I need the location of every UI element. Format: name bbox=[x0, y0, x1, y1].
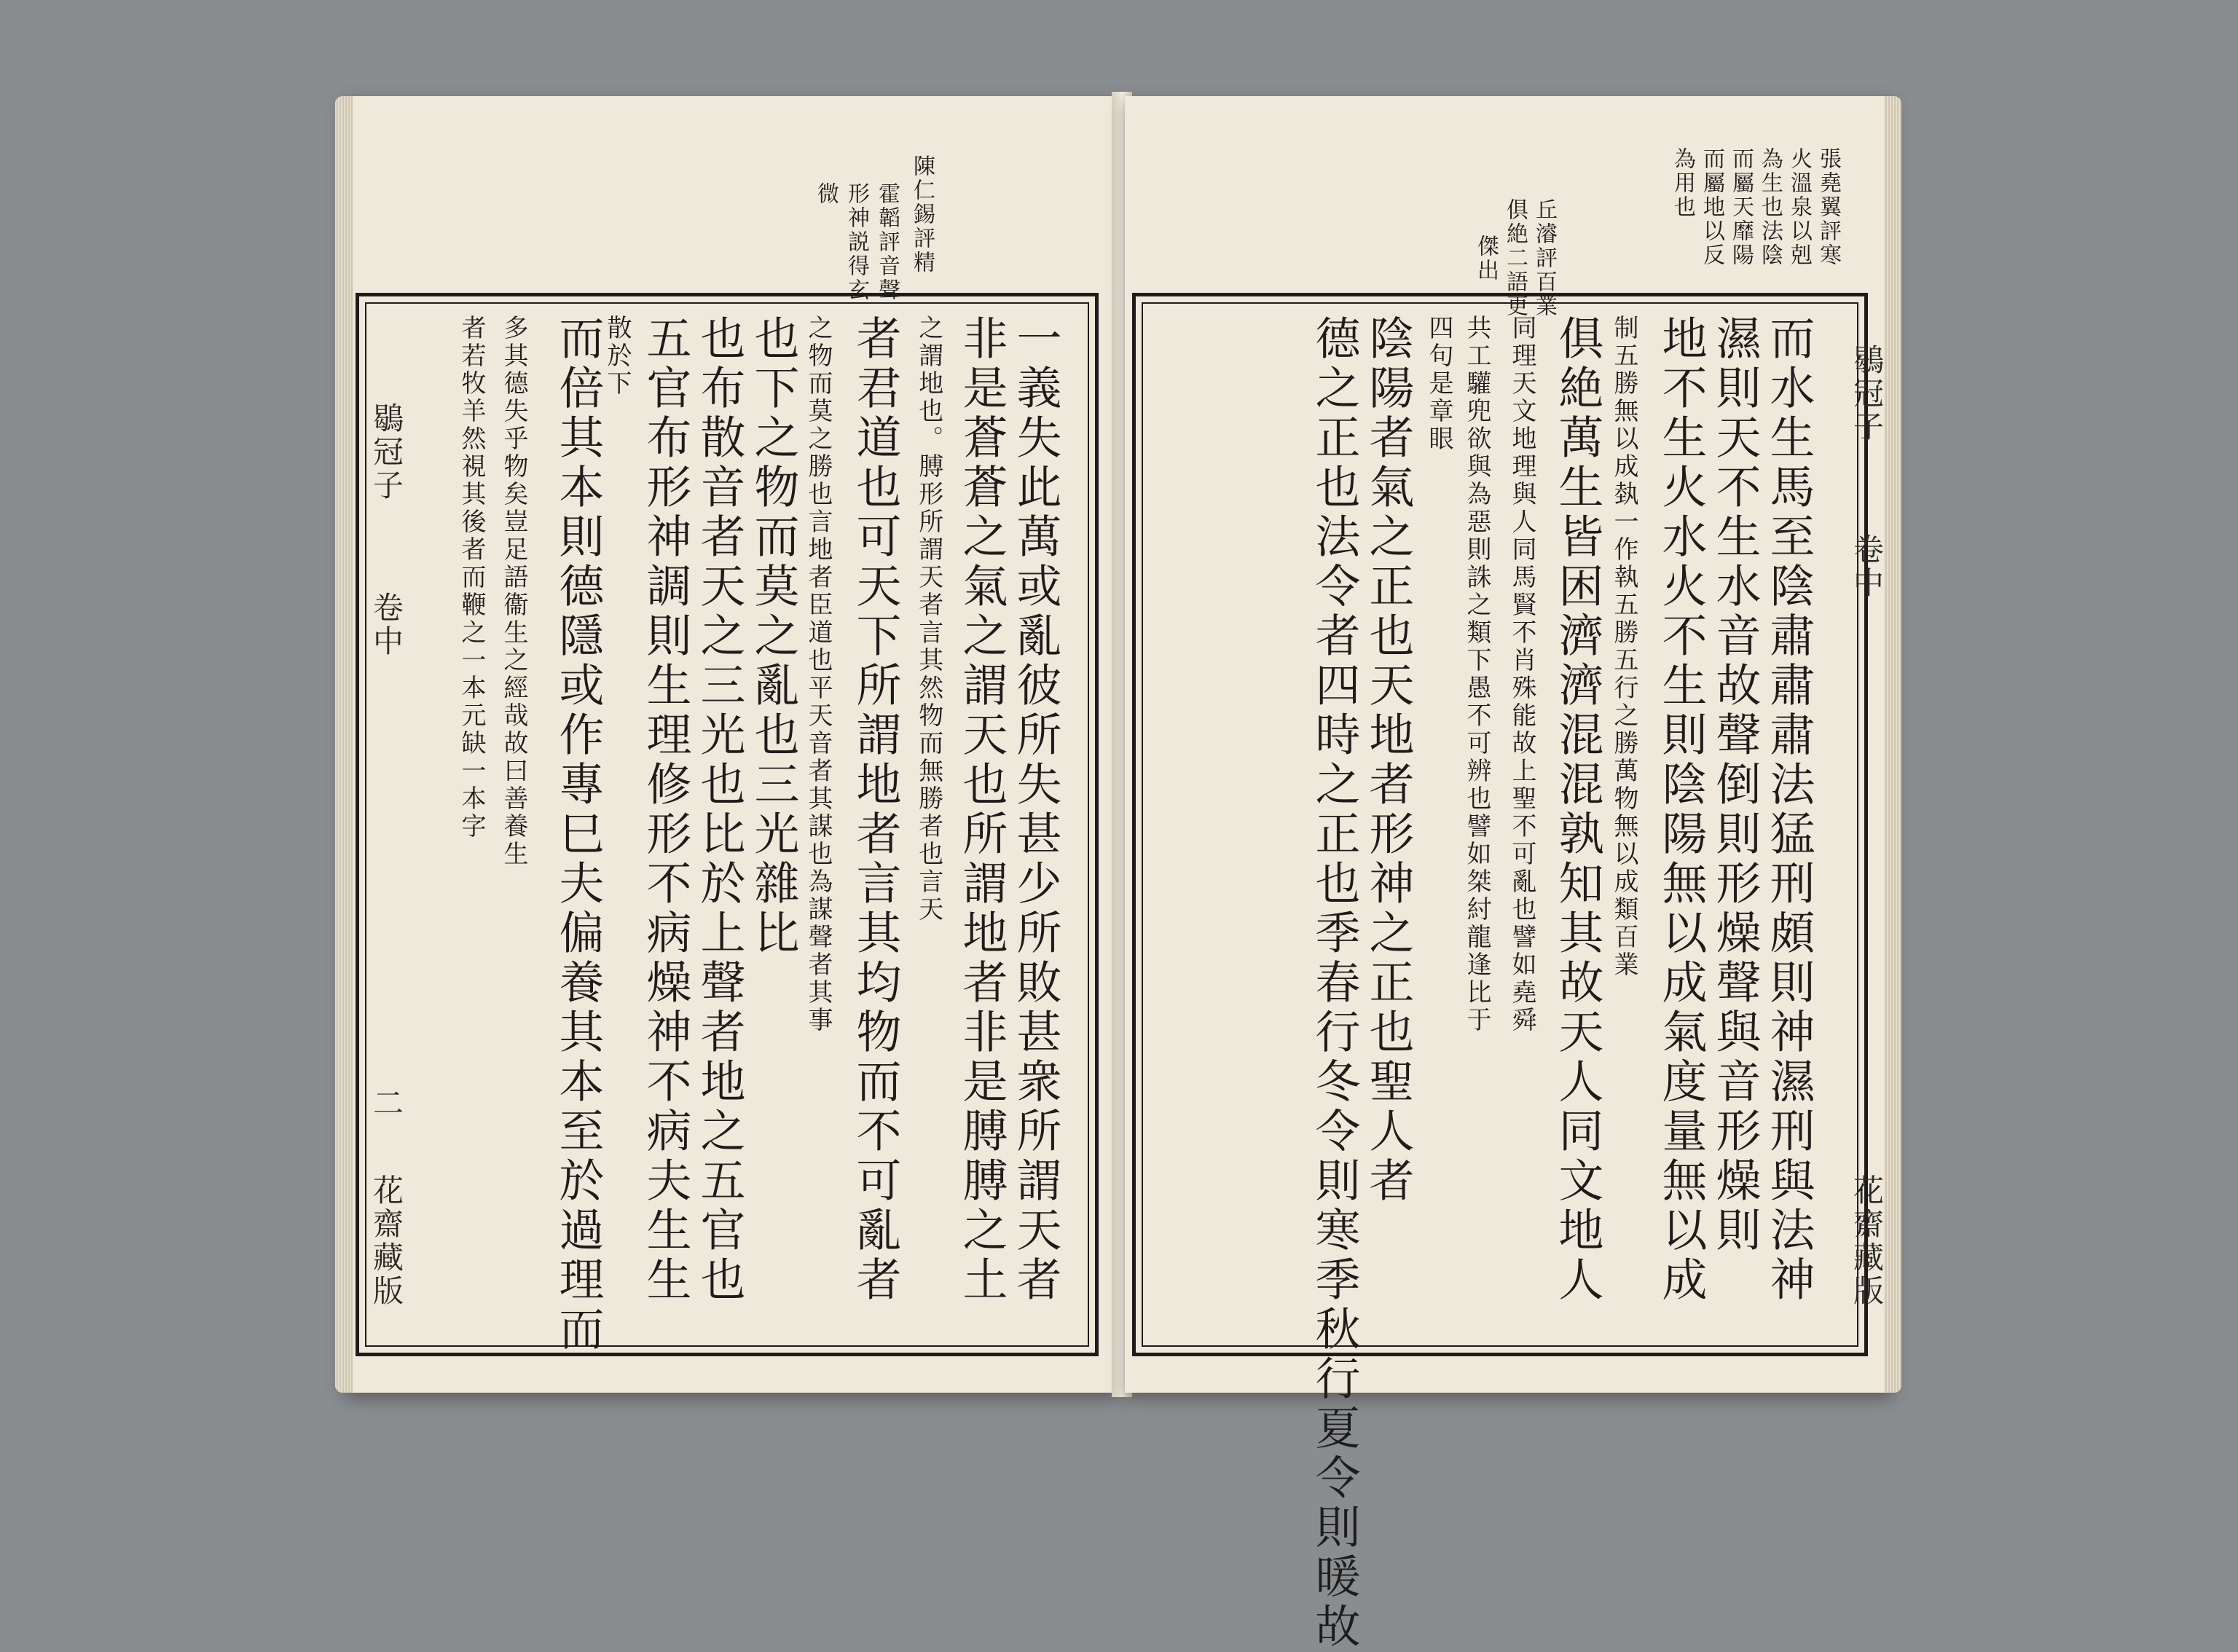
text-column: 多其德失乎物矣豈足語衞生之經哉故曰善養生 bbox=[499, 315, 528, 868]
header-note: 而屬天靡陽 bbox=[1728, 147, 1754, 267]
header-note: 微 bbox=[813, 182, 839, 206]
margin-bottom: 花齋藏版 bbox=[369, 1174, 404, 1308]
header-note: 而屬地以反 bbox=[1699, 147, 1724, 267]
text-column: 也下之物而莫之亂也三光雜比 bbox=[747, 315, 800, 959]
header-note: 火溫泉以剋 bbox=[1786, 147, 1812, 267]
text-column: 也布散音者天之三光也比於上聲者地之五官也 bbox=[693, 315, 746, 1305]
header-note: 俱絶二語更 bbox=[1502, 198, 1528, 318]
margin-title: 鶡冠子 bbox=[369, 402, 404, 503]
margin-volume: 卷中 bbox=[1849, 533, 1885, 600]
margin-bottom: 花齋藏版 bbox=[1849, 1174, 1885, 1308]
text-column: 者若牧羊然視其後者而鞭之一本元缺一本字 bbox=[457, 315, 486, 841]
text-column: 陰陽者氣之正也天地者形神之正也聖人者 bbox=[1362, 315, 1415, 1206]
text-column: 而水生馬至陰肅肅肅法猛刑頗則神濕刑與法神 bbox=[1762, 315, 1815, 1305]
left-page-edge bbox=[335, 96, 353, 1393]
margin-number: 二 bbox=[369, 1087, 404, 1120]
text-column: 者君道也可天下所謂地者言其均物而不可亂者 bbox=[849, 315, 902, 1305]
text-column: 俱絶萬生皆困濟濟混混孰知其故天人同文地人 bbox=[1551, 315, 1604, 1305]
text-column: 制五勝無以成埶一作執五勝五行之勝萬物無以成類百業 bbox=[1609, 315, 1638, 979]
header-note: 丘濬評百業 bbox=[1531, 198, 1557, 318]
text-column: 非是蒼蒼之氣之謂天也所謂地者非是膊膊之土 bbox=[955, 315, 1008, 1305]
text-column: 散於下 bbox=[602, 315, 632, 398]
header-note: 為用也 bbox=[1670, 147, 1695, 219]
text-column: 同理天文地理與人同馬賢不肖殊能故上聖不可亂也譬如堯舜 bbox=[1507, 315, 1536, 1034]
header-note: 傑出 bbox=[1473, 235, 1499, 283]
text-column: 德之正也法令者四時之正也季春行冬令則寒季秋行夏令則暖故 bbox=[1308, 315, 1361, 1652]
text-column: 共工驩兜欲與為惡則誅之類下愚不可辨也譬如桀紂龍逢比于 bbox=[1462, 315, 1491, 1034]
header-note: 霍韜評音聲 bbox=[874, 182, 900, 302]
text-column: 濕則天不生水音故聲倒則形燥聲與音形燥則 bbox=[1708, 315, 1762, 1256]
text-column: 四句是章眼 bbox=[1424, 315, 1453, 453]
text-column: 地不生火水火不生則陰陽無以成氣度量無以成 bbox=[1654, 315, 1708, 1305]
header-note: 張堯翼評寒 bbox=[1815, 147, 1841, 267]
header-note: 為生也法陰 bbox=[1757, 147, 1783, 267]
text-column: 一義失此萬或亂彼所失甚少所敗甚衆所謂天者 bbox=[1009, 315, 1062, 1305]
header-note: 陳仁錫評精 bbox=[909, 154, 935, 275]
text-column: 之物而莫之勝也言地者臣道也平天音者其謀也為謀聲者其事 bbox=[804, 315, 833, 1034]
text-column: 而倍其本則德隱或作專巳夫偏養其本至於過理而 bbox=[551, 315, 605, 1355]
margin-volume: 卷中 bbox=[369, 591, 404, 658]
left-page bbox=[342, 96, 1119, 1393]
text-column: 五官布形神調則生理修形不病燥神不病夫生生 bbox=[639, 315, 692, 1305]
open-book bbox=[342, 89, 1894, 1652]
header-note: 形神説得玄 bbox=[844, 182, 869, 302]
text-column: 之謂地也。膊形所謂天者言其然物而無勝者也言天 bbox=[914, 315, 943, 924]
right-page bbox=[1125, 96, 1894, 1652]
margin-title: 鶡冠子 bbox=[1849, 344, 1885, 444]
